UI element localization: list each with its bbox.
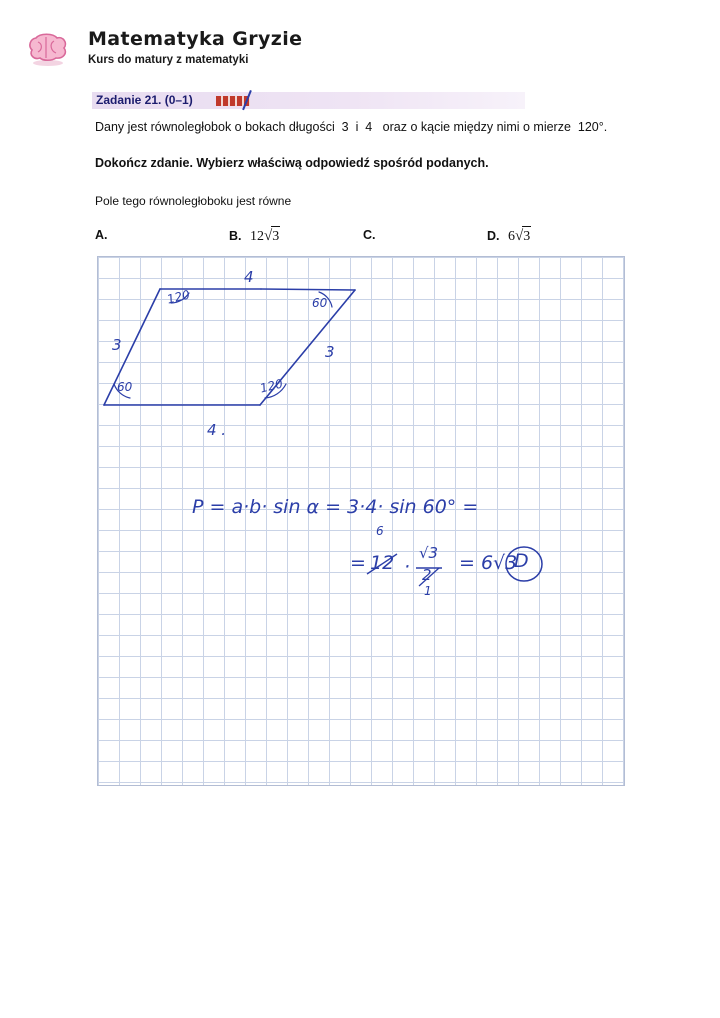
option-d[interactable]: D. 6√ 3	[487, 228, 531, 244]
denominator-note-one: 1	[424, 584, 432, 598]
task-lead-in: Pole tego równoległoboku jest równe	[95, 194, 292, 208]
brand-subtitle: Kurs do matury z matematyki	[88, 54, 249, 66]
angle-bottom-right: 120	[258, 376, 285, 396]
work-line-2-struck: 12	[370, 552, 395, 574]
option-b-coefficient: 12	[249, 229, 264, 244]
task-statement: Dany jest równoległobok o bokach długości 3 i 4 oraz o kącie między nimi o mierze 120°.	[95, 120, 608, 134]
option-b-letter: B.	[229, 229, 242, 243]
option-a-value	[108, 228, 113, 243]
work-line-2-frac-numerator: √3	[419, 544, 439, 562]
answer-options	[95, 228, 625, 250]
work-line-1: P = a·b· sin α = 3·4· sin 60° =	[192, 496, 479, 518]
option-d-coefficient: 6	[507, 229, 515, 244]
angle-bottom-left: 60	[117, 380, 133, 394]
option-b-radicand: 3	[272, 229, 280, 244]
option-d-radicand: 3	[523, 229, 531, 244]
label-right-side: 3	[325, 343, 335, 361]
multiplication-dot: ·	[404, 556, 411, 578]
work-line-2-result: = 6√3	[459, 552, 518, 574]
circled-answer-letter: D	[514, 550, 529, 572]
page-header	[22, 22, 682, 82]
option-b[interactable]: B. 12√ 3	[229, 228, 280, 244]
option-c-letter: C.	[363, 228, 376, 242]
brand-title: Matematyka Gryzie	[88, 28, 303, 50]
label-top-side: 4	[244, 268, 254, 286]
work-line-2-frac-denominator: 2	[422, 566, 432, 584]
brain-icon	[24, 28, 72, 70]
task-instruction: Dokończ zdanie. Wybierz właściwą odpowiedź spośród podanych.	[95, 156, 489, 170]
label-left-side: 3	[112, 336, 122, 354]
option-a[interactable]	[95, 228, 113, 244]
angle-top-left: 120	[165, 287, 192, 307]
option-a-letter: A.	[95, 228, 108, 242]
label-bottom-side: 4 .	[207, 421, 227, 439]
option-d-letter: D.	[487, 229, 500, 243]
angle-top-right: 60	[312, 296, 328, 310]
option-c[interactable]	[363, 228, 381, 244]
work-note-over-twelve: 6	[376, 524, 384, 538]
work-line-2-prefix: =	[350, 552, 366, 574]
option-c-value	[376, 228, 381, 243]
grid-paper	[97, 256, 625, 786]
task-label: Zadanie 21. (0–1)	[96, 93, 193, 107]
